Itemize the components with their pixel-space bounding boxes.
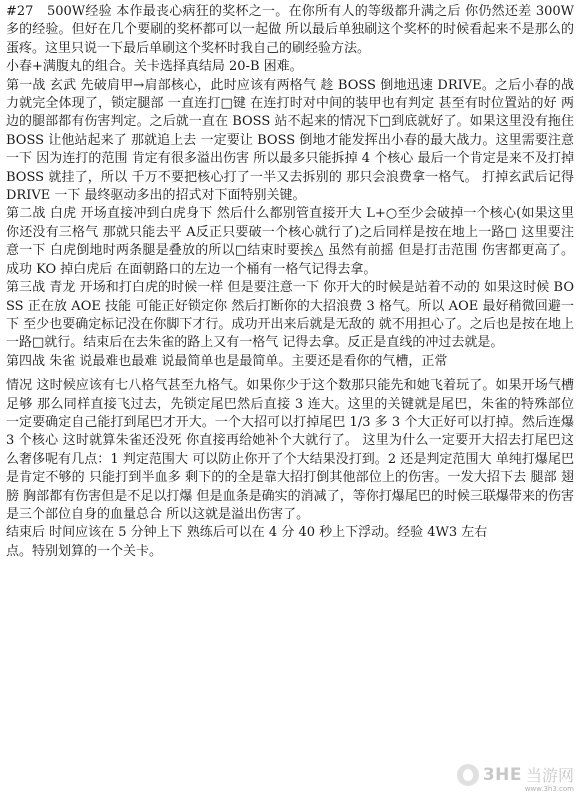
watermark-url: www.3h3.com [524, 785, 574, 793]
site-watermark [457, 763, 574, 786]
paragraph-battle-1: 第一战 玄武 先破肩甲→肩部核心，此时应该有两格气 趁 BOSS 倒地迅速 DRIVE。之后小春的战力就完全体现了，锁定腿部 一直连打□键 在连打时对中间的装甲也有判定 甚至有时位置站的好 两边的腿部都有伤害判定。之后就一直在 BOSS 站不起来的情况下□到底就好了。如果这里没有拖住 BOSS 让他站起来了 那就追上去 一定要让 BOSS 倒地才能发挥出小春的最大战力。这里需要注意一下 因为连打的范围 肯定有很多溢出伤害 所以最多只能拆掉 4 个核心 最后一个肯定是来不及打掉 BOSS 就挂了，所以 千万不要把核心打了一半又去拆别的 那只会浪费拿一格气。 打掉玄武后记得 DRIVE 一下 最终驱动多出的招式对下面特别关键。 [6, 77, 574, 204]
watermark-site-name: 当游网 [525, 766, 574, 785]
watermark-brand: 3HE [482, 764, 522, 785]
paragraph-intro: #27 500W经验 本作最丧心病狂的奖杯之一。在你所有人的等级都升满之后 你仍然还差 300W 多的经验。但好在几个要刷的奖杯都可以一起做 所以最后单独刷这个奖杯的时候看起来不是那么的蛋疼。这里只说一下最后单刷这个奖杯时我自己的刷经验方法。 [6, 4, 574, 56]
paragraph-closing: 点。特别划算的一个关卡。 [6, 543, 163, 559]
paragraph-battle-2: 第二战 白虎 开场直接冲到白虎身下 然后什么都别管直接开大 L+○至少会破掉一个核心(如果这里你还没有三格气 那就只能去平 A反正只要破一个核心就行了)之后同样是按在地上一路□ 这里要注意一下 白虎倒地时两条腿是叠放的所以□结束时要挨△ 虽然有前摇 但是打击范围 伤害都更高了。成功 KO 掉白虎后 在面朝路口的左边一个桶有一格气记得去拿。 [6, 206, 574, 277]
watermark-logo-icon [457, 764, 479, 786]
paragraph-battle-3: 第三战 青龙 开场和打白虎的时候一样 但是要注意一下 你开大的时候是站着不动的 如果这时候 BOSS 正在放 AOE 技能 可能正好锁定你 然后打断你的大招浪费 3 格气。所以 AOE 最好稍微回避一下 至少也要确定标记没在你脚下才行。成功开出来后就是无敌的 就不用担心了。之后也是按在地上一路□就行。结束后在去朱雀的路上又有一格气 记得去拿。反正是直线的冲过去就是。 [6, 280, 574, 351]
paragraph-battle-4-continued: 情况 这时候应该有七八格气甚至九格气。如果你少于这个数那只能先和她飞着玩了。如果开场气槽足够 那么同样直接飞过去，先锁定尾巴然后直接 3 连大。这里的关键就是尾巴，朱雀的特殊部位 一定要确定自己能打到尾巴才开大。一个大招可以打掉尾巴 1/3 多 3 个大正好可以打掉。然后连爆 3 个核心 这时就算朱雀还没死 你直接再给她补个大就行了。 这里为什么一定要开大招去打尾巴这么奢侈呢有几点：1 判定范围大 可以防止你开了个大结果没打到。2 还是判定范围大 单纯打爆尾巴是肯定不够的 只能打到半血多 剩下的的全是靠大招打倒其他部位上的伤害。一发大招下去 腿部 翅膀 胸部都有伤害但是不足以打爆 但是血条是确实的消减了，等你打爆尾巴的时候三联爆带来的伤害是三个部位自身的血量总合 所以这就是溢出伤害了。 [6, 378, 574, 522]
paragraph-result: 结束后 时间应该在 5 分钟上下 熟练后可以在 4 分 40 秒上下浮动。经验 4W3 左右 [6, 525, 488, 541]
paragraph-setup: 小春+满腹丸的组合。关卡选择真结局 20-B 困难。 [6, 59, 303, 75]
paragraph-battle-4: 第四战 朱雀 说最难也最难 说最简单也是最简单。主要还是看你的气槽，正常 [6, 353, 448, 369]
